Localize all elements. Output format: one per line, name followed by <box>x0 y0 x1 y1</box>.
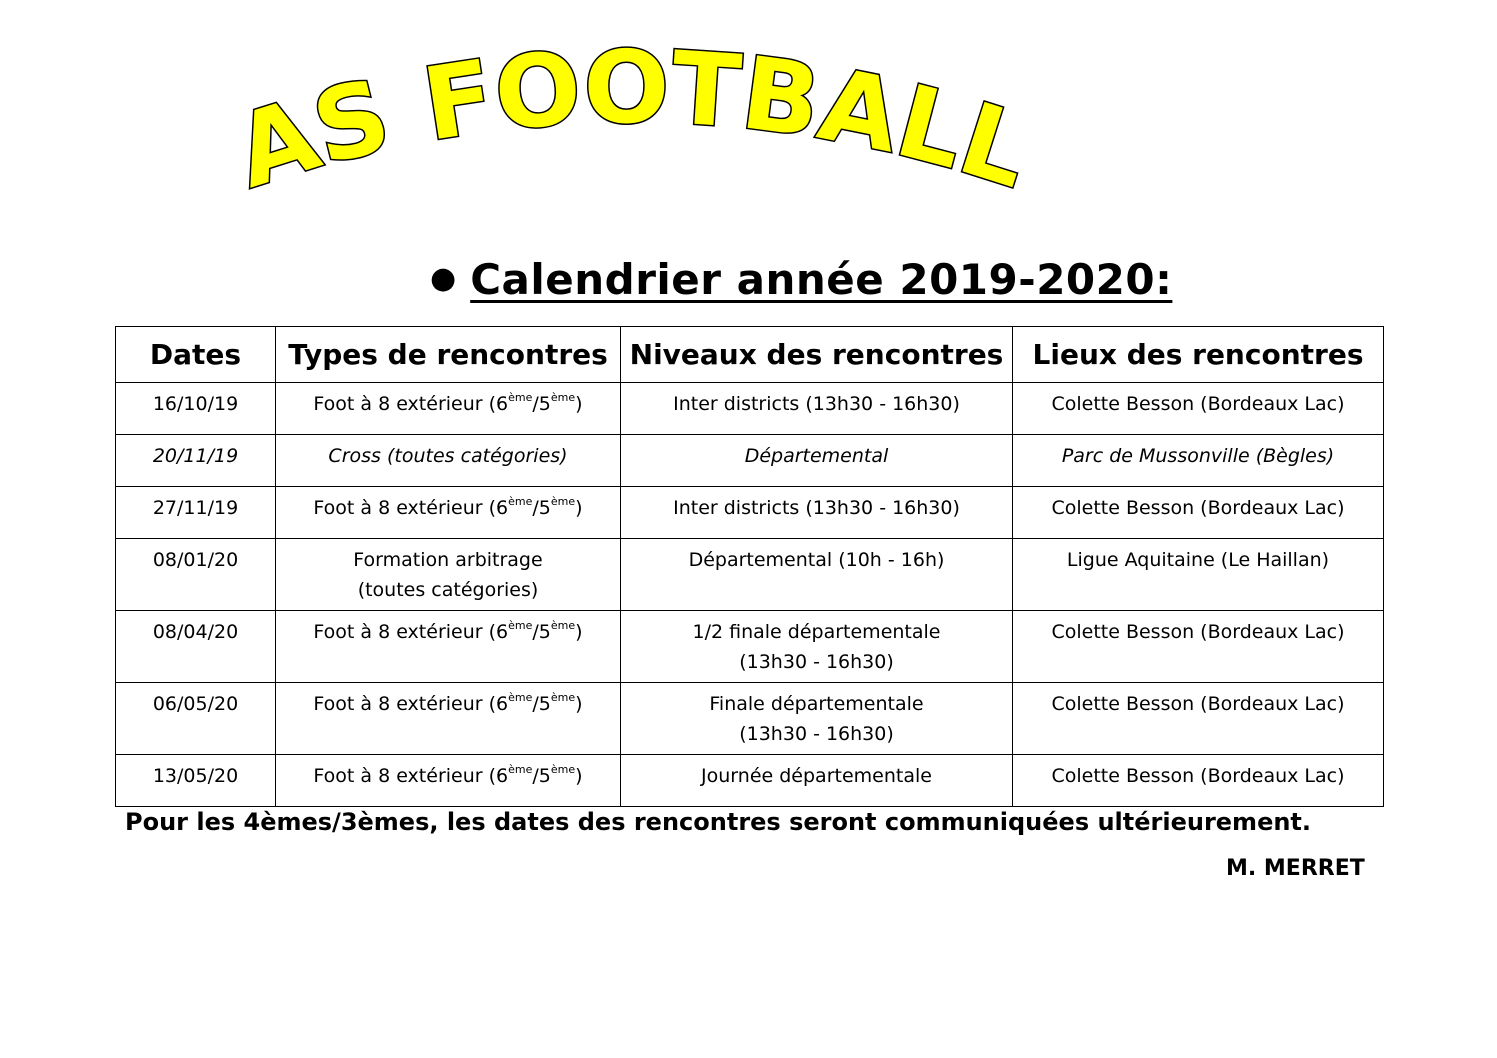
cell-level: Départemental <box>621 435 1013 487</box>
table-row <box>116 487 1384 539</box>
cell-place: Ligue Aquitaine (Le Haillan) <box>1013 539 1384 611</box>
cell-place: Colette Besson (Bordeaux Lac) <box>1013 487 1384 539</box>
as-football-banner <box>215 40 1045 210</box>
table-row <box>116 539 1384 611</box>
header-places: Lieux des rencontres <box>1013 327 1384 383</box>
cell-level: Inter districts (13h30 - 16h30) <box>621 487 1013 539</box>
calendar-heading <box>430 244 1172 314</box>
cell-date: 20/11/19 <box>116 435 276 487</box>
calendar-table <box>115 326 1384 807</box>
cell-level: Journée départementale <box>621 755 1013 807</box>
cell-type: Foot à 8 extérieur (6ème/5ème) <box>276 487 621 539</box>
footnote: Pour les 4èmes/3èmes, les dates des rencontres seront communiquées ultérieurement. <box>125 808 1312 836</box>
cell-date: 13/05/20 <box>116 755 276 807</box>
header-types: Types de rencontres <box>276 327 621 383</box>
cell-date: 06/05/20 <box>116 683 276 755</box>
cell-type: Foot à 8 extérieur (6ème/5ème) <box>276 755 621 807</box>
heading-title: Calendrier année 2019-2020: <box>470 254 1173 304</box>
banner-title <box>222 40 1043 210</box>
cell-type: Foot à 8 extérieur (6ème/5ème) <box>276 611 621 683</box>
header-dates: Dates <box>116 327 276 383</box>
cell-place: Colette Besson (Bordeaux Lac) <box>1013 383 1384 435</box>
cell-level: Finale départementale (13h30 - 16h30) <box>621 683 1013 755</box>
cell-type: Formation arbitrage (toutes catégories) <box>276 539 621 611</box>
cell-level: Départemental (10h - 16h) <box>621 539 1013 611</box>
cell-date: 08/04/20 <box>116 611 276 683</box>
cell-date: 08/01/20 <box>116 539 276 611</box>
table-row <box>116 435 1384 487</box>
signature: M. MERRET <box>1226 856 1365 881</box>
cell-date: 27/11/19 <box>116 487 276 539</box>
cell-date: 16/10/19 <box>116 383 276 435</box>
table-row <box>116 755 1384 807</box>
table-row <box>116 683 1384 755</box>
cell-place: Colette Besson (Bordeaux Lac) <box>1013 611 1384 683</box>
header-levels: Niveaux des rencontres <box>621 327 1013 383</box>
cell-level: Inter districts (13h30 - 16h30) <box>621 383 1013 435</box>
cell-place: Colette Besson (Bordeaux Lac) <box>1013 755 1384 807</box>
cell-place: Parc de Mussonville (Bègles) <box>1013 435 1384 487</box>
cell-type: Foot à 8 extérieur (6ème/5ème) <box>276 383 621 435</box>
cell-place: Colette Besson (Bordeaux Lac) <box>1013 683 1384 755</box>
table-header-row <box>116 327 1384 383</box>
table-row <box>116 383 1384 435</box>
cell-type: Cross (toutes catégories) <box>276 435 621 487</box>
table-row <box>116 611 1384 683</box>
cell-type: Foot à 8 extérieur (6ème/5ème) <box>276 683 621 755</box>
cell-level: 1/2 finale départementale (13h30 - 16h30) <box>621 611 1013 683</box>
banner-text: AS FOOTBALL <box>221 40 1043 210</box>
bullet-icon: ● <box>430 261 457 296</box>
